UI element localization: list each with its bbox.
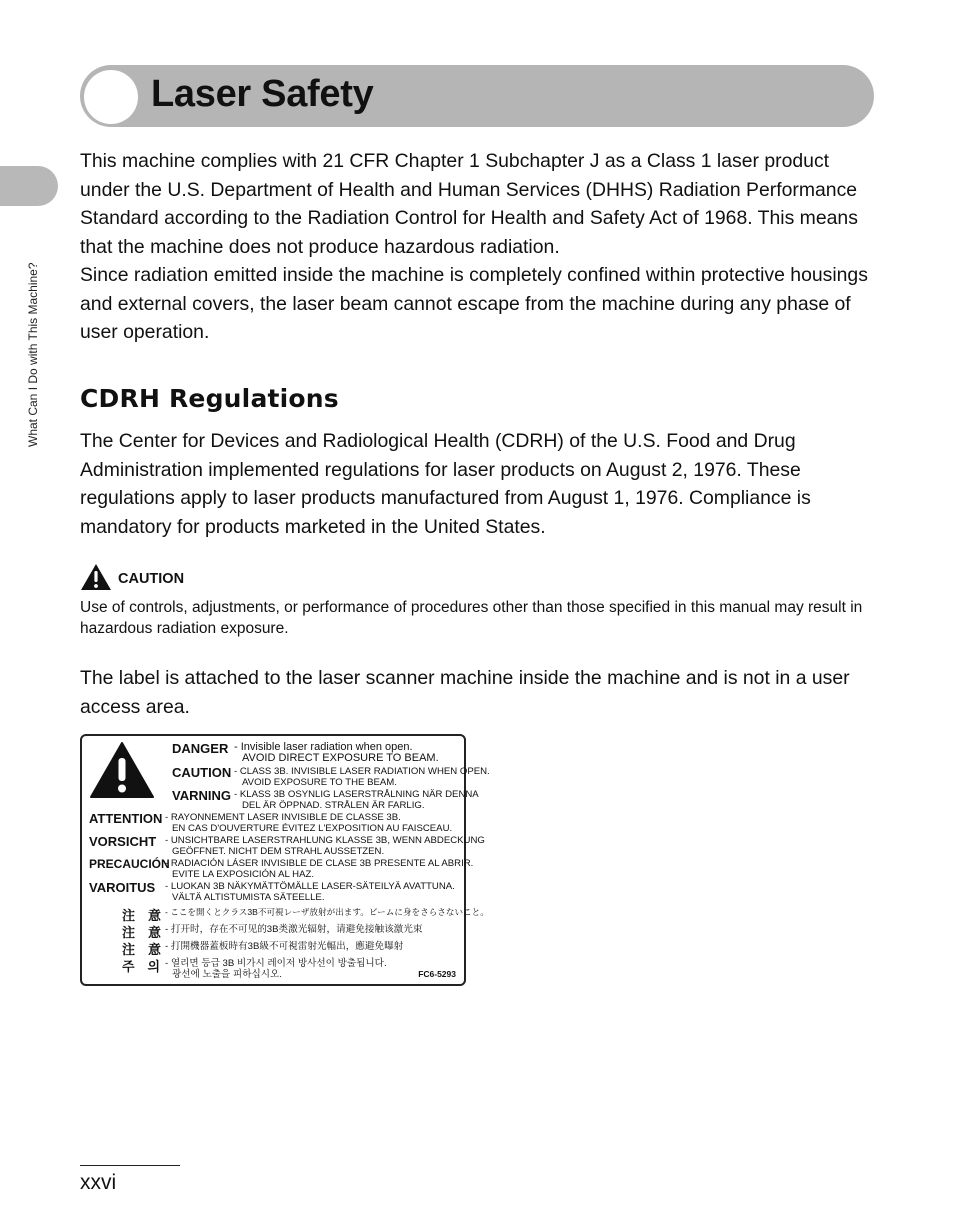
label-key-korean: 주 의 [122,959,161,974]
cdrh-paragraph: The Center for Devices and Radiological Health (CDRH) of the U.S. Food and Drug Administration implemented regulations for laser products on August 2, 1976. These regulations apply to laser products manufactured from August 1, 1976. Compliance is mandatory for products marketed in the United States. [80,430,811,538]
page-number: xxvi [80,1171,117,1194]
label-text-vorsicht-1: - UNSICHTBARE LASERSTRAHLUNG KLASSE 3B, WENN ABDECKUNG [165,835,485,846]
label-part-code: FC6-5293 [418,969,456,979]
footer-rule [80,1165,180,1166]
label-text-chinese-simplified: - 打开时，存在不可见的3B类激光辐射，请避免接触该激光束 [165,924,423,935]
label-text-korean-2: 광선에 노출을 피하십시오. [172,969,282,980]
label-text-varoitus-2: VÄLTÄ ALTISTUMISTA SÄTEELLE. [172,892,325,903]
label-text-korean-1: - 열리면 등급 3B 비가시 레이저 방사선이 방출됩니다. [165,958,387,969]
exclamation-triangle-icon [89,741,155,799]
label-text-chinese-traditional: - 打開機器蓋板時有3B級不可視雷射光輻出，應避免曝射 [165,941,404,952]
chapter-tab [0,166,58,206]
label-key-attention: ATTENTION [89,811,163,826]
label-text-danger-1: - Invisible laser radiation when open. [234,741,413,753]
label-text-caution-1: - CLASS 3B. INVISIBLE LASER RADIATION WHEN OPEN. [234,766,490,777]
label-text-caution-2: AVOID EXPOSURE TO THE BEAM. [242,777,397,788]
label-note-paragraph: The label is attached to the laser scanner machine inside the machine and is not in a user access area. [80,667,850,718]
chapter-tab-label: What Can I Do with This Machine? [26,262,40,447]
intro-paragraph-1: This machine complies with 21 CFR Chapter 1 Subchapter J as a Class 1 laser product under the U.S. Department of Health and Human Services (DHHS) Radiation Performance Standard according to the Radiation Control for Health and Safety Act of 1968. This means that the machine does not produce hazardous radiation. [80,150,858,258]
label-key-chinese-traditional: 注 意 [122,942,162,957]
label-key-varoitus: VAROITUS [89,880,156,895]
label-key-chinese-simplified: 注 意 [122,925,162,940]
label-key-varning: VARNING [172,788,231,803]
caution-label: CAUTION [118,571,185,587]
label-text-japanese: - ここを開くとクラス3B不可視レーザ放射が出ます。ビームに身をさらさないこと。 [165,907,489,917]
label-key-danger: DANGER [172,741,229,756]
intro-paragraph-2: Since radiation emitted inside the machine is completely confined within protective housings and external covers, the laser beam cannot escape from the machine during any phase of user operation. [80,264,868,344]
label-text-precaucion-1: - RADIACIÓN LÁSER INVISIBLE DE CLASE 3B PRESENTE AL ABRIR. [165,858,474,869]
caution-text: Use of controls, adjustments, or performance of procedures other than those specified in this manual may result in hazardous radiation exposure. [80,599,863,637]
label-key-caution: CAUTION [172,765,232,780]
label-text-varning-2: DEL ÄR ÖPPNAD. STRÅLEN ÄR FARLIG. [242,800,425,811]
warning-triangle-icon [80,563,112,591]
label-text-vorsicht-2: GEÖFFNET. NICHT DEM STRAHL AUSSETZEN. [172,846,385,857]
label-text-varoitus-1: - LUOKAN 3B NÄKYMÄTTÖMÄLLE LASER-SÄTEILYÄ AVATTUNA. [165,881,455,892]
label-text-attention-2: EN CAS D'OUVERTURE ÉVITEZ L'EXPOSITION AU FAISCEAU. [172,823,453,834]
label-key-japanese: 注 意 [122,908,162,923]
page-title: Laser Safety [151,73,374,115]
section-heading-cdrh: CDRH Regulations [80,384,339,413]
label-text-attention-1: - RAYONNEMENT LASER INVISIBLE DE CLASSE 3B. [165,812,401,823]
label-text-precaucion-2: EVITE LA EXPOSICIÓN AL HAZ. [172,869,314,880]
laser-warning-label [80,734,490,986]
title-bullet-circle [84,70,138,124]
label-text-varning-1: - KLASS 3B OSYNLIG LASERSTRÅLNING NÄR DENNA [234,789,479,800]
label-key-vorsicht: VORSICHT [89,834,157,849]
label-text-danger-2: AVOID DIRECT EXPOSURE TO BEAM. [242,752,439,764]
label-key-precaucion: PRECAUCIÓN [89,857,170,871]
